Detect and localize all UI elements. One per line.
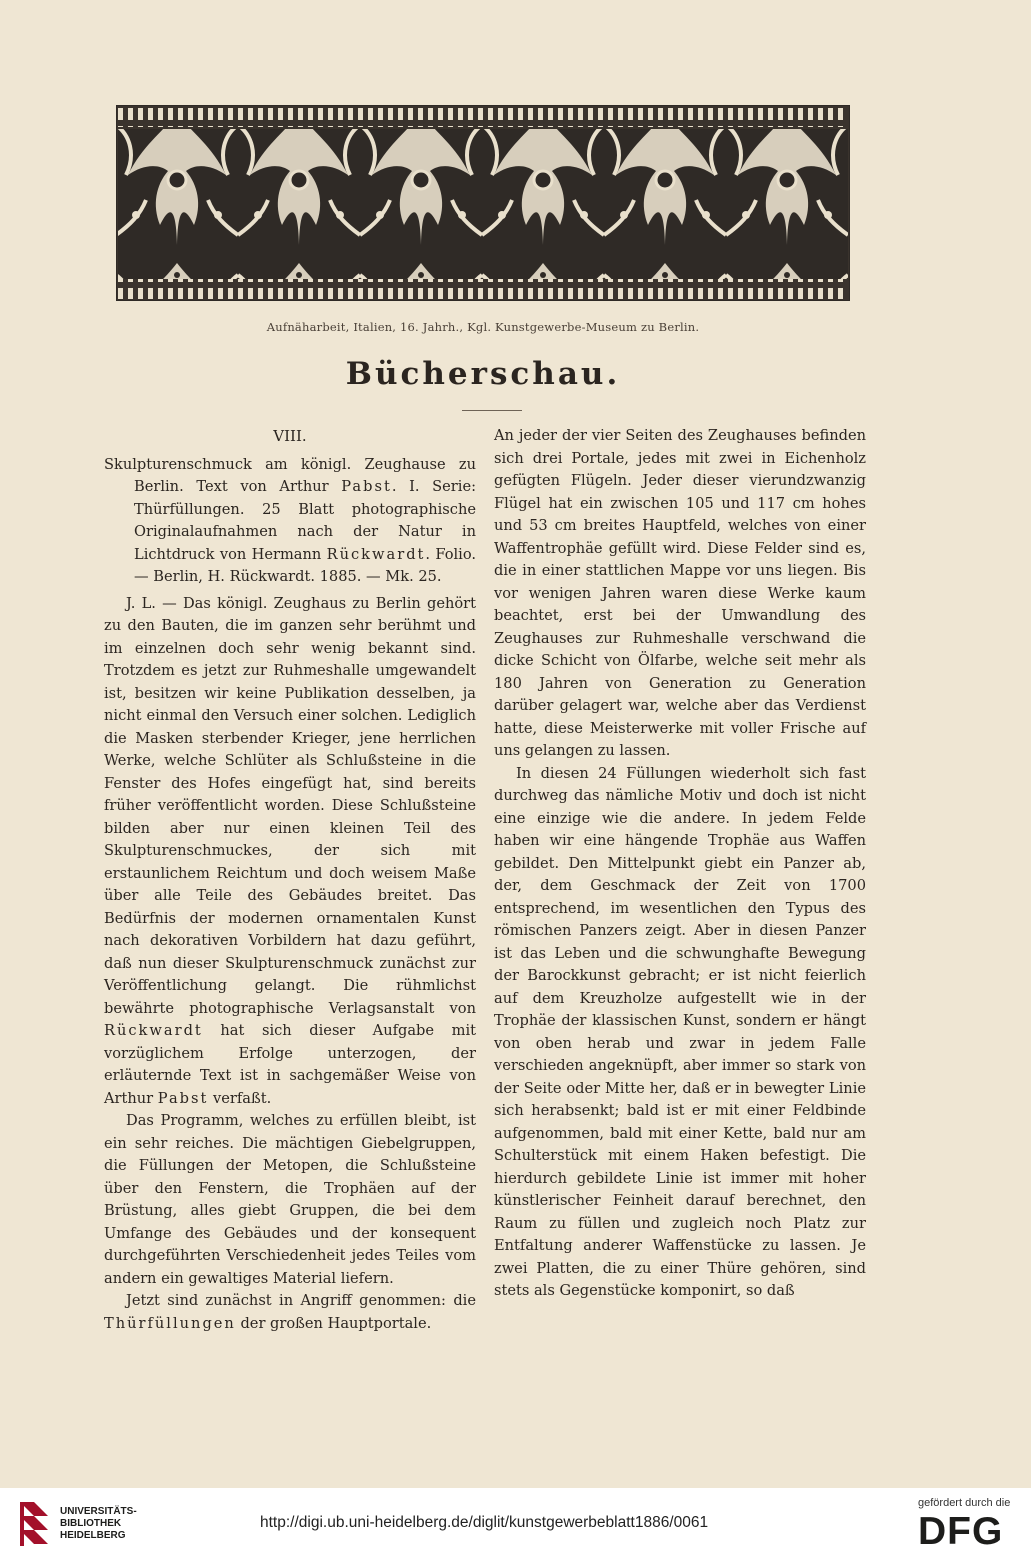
book-entry-text: Skulpturenschmuck am königl. Zeughause zu Berlin. Text von Arthur	[104, 455, 476, 495]
left-column	[104, 425, 476, 1335]
section-number: VIII.	[273, 427, 307, 445]
digitization-footer	[0, 1488, 1031, 1560]
title-divider	[462, 410, 522, 411]
paragraph-text: verfaßt.	[208, 1089, 272, 1107]
book-entry	[104, 454, 476, 589]
library-name	[60, 1506, 137, 1542]
paragraph-emphasis: Thürfüllungen	[104, 1314, 236, 1332]
review-paragraph	[104, 1290, 476, 1335]
library-name-line: HEIDELBERG	[60, 1530, 126, 1541]
right-column	[494, 425, 866, 1303]
library-name-line: BIBLIOTHEK	[60, 1518, 122, 1529]
illustration-caption: Aufnäharbeit, Italien, 16. Jahrh., Kgl. Kunstgewerbe-Museum zu Berlin.	[266, 320, 700, 334]
university-library-logo-icon	[14, 1498, 54, 1550]
paragraph-text: Jetzt sind zunächst in Angriff genommen: die	[126, 1292, 476, 1309]
review-paragraph: In diesen 24 Füllungen wiederholt sich fast durchweg das nämliche Motiv und doch ist nicht eine einzige wie die andere. In jedem Felde haben wir eine hängende Trophäe aus Waffen gebildet. Den Mittelpunkt giebt ein Panzer ab, der, dem Geschmack der Zeit von 1700 entsprechend, im wesentlichen den Typus des römischen Panzers zeigt. Aber in diesen Panzer ist das Leben und die schwunghafte Bewegung der Barockkunst gebracht; er ist nicht feierlich auf dem Kreuzholze aufgestellt wie in der Trophäe der klassischen Kunst, sondern er hängt von oben herab und zwar in jedem Falle verschieden angeknüpft, aber immer so stark von der Seite oder Mitte her, daß er in bewegter Linie sich herabsenkt; bald ist er mit einer Feldbinde aufgenommen, bald mit einer Kette, bald nur am Schulterstück mit einem Haken befestigt. Die hierdurch gebildete Linie ist immer mit hoher künstlerischer Feinheit darauf berechnet, den Raum zu füllen und zugleich noch Platz zur Entfaltung anderer Waffenstücke zu lassen. Je zwei Platten, die zu einer Thüre gehören, sind stets als Gegenstücke komponirt, so daß	[494, 764, 866, 1299]
dfg-logo: DFG	[918, 1510, 1004, 1553]
section-title: Bücherschau.	[345, 356, 621, 392]
library-name-line: UNIVERSITÄTS-	[60, 1506, 137, 1517]
book-entry-publisher: Rückwardt	[326, 545, 426, 563]
paragraph-publisher: Rückwardt	[104, 1022, 203, 1039]
permalink-url[interactable]: http://digi.ub.uni-heidelberg.de/diglit/kunstgewerbeblatt1886/0061	[260, 1514, 709, 1531]
paragraph-author: Pabst	[157, 1089, 209, 1107]
paragraph-text: hat sich dieser Aufgabe mit vorzüglichem Erfolge unterzogen, der erläuternde Text ist in sachgemäßer Weise von Arthur	[104, 1022, 476, 1107]
review-paragraph: An jeder der vier Seiten des Zeughauses befinden sich drei Portale, jedes mit zwei in Eichenholz gefügten Flügeln. Jeder dieser vierundzwanzig Flügel hat ein zwischen 105 und 117 cm hohes und 53 cm breites Hauptfeld, welches von einer Waffentrophäe gefüllt wird. Diese Felder sind es, die in einer stattlichen Mappe vor uns liegen. Bis vor wenigen Jahren waren diese Werke kaum beachtet, erst bei der Umwandlung des Zeughauses zur Ruhmeshalle verschwand die dicke Schicht von Ölfarbe, welche seit mehr als 180 Jahren von Generation zu Generation darüber gelagert war, welche aber das Verdienst hatte, diese Meisterwerke mit voller Frische auf uns gelangen zu lassen.	[494, 427, 866, 759]
ornamental-border-illustration	[116, 105, 850, 301]
review-paragraph	[104, 593, 476, 1111]
book-entry-text: . Folio. — Berlin, H. Rückwardt. 1885. — Mk. 25.	[134, 545, 476, 585]
book-entry-author: Pabst	[341, 478, 392, 495]
book-entry-text: . I. Serie: Thürfüllungen. 25 Blatt photographische Originalaufnahmen nach der Natur in Lichtdruck von Hermann	[134, 478, 476, 563]
paragraph-text: der großen Hauptportale.	[235, 1314, 432, 1332]
funding-note: gefördert durch die	[918, 1497, 1011, 1509]
paragraph-text: J. L. — Das königl. Zeughaus zu Berlin gehört zu den Bauten, die im ganzen sehr berühmt und im einzelnen doch sehr wenig bekannt sind. Trotzdem es jetzt zur Ruhmeshalle umgewandelt ist, besitzen wir keine Publikation desselben, ja nicht einmal den Versuch einer solchen. Lediglich die Masken sterbender Krieger, jene herrlichen Werke, welche Schlüter als Schlußsteine in die Fenster des Hofes eingefügt hat, sind bereits früher veröffentlicht worden. Diese Schlußsteine bilden aber nur einen kleinen Teil des Skulpturenschmuckes, der sich mit erstaunlichem Reichtum und doch weisem Maße über alle Teile des Gebäudes breitet. Das Bedürfnis der modernen ornamentalen Kunst nach dekorativen Vorbildern hat dazu geführt, daß nun dieser Skulpturenschmuck zunächst zur Veröffentlichung gelangt. Die rühmlichst bewährte photographische Verlagsanstalt von	[104, 594, 476, 1017]
review-paragraph: Das Programm, welches zu erfüllen bleibt, ist ein sehr reiches. Die mächtigen Giebelgruppen, die Füllungen der Metopen, die Schlußsteine über den Fenstern, die Trophäen auf der Brüstung, alles giebt Gruppen, die bei dem Umfange des Gebäudes und der konsequent durchgeführten Verschiedenheit jedes Teiles vom andern ein gewaltiges Material liefern.	[104, 1112, 476, 1287]
